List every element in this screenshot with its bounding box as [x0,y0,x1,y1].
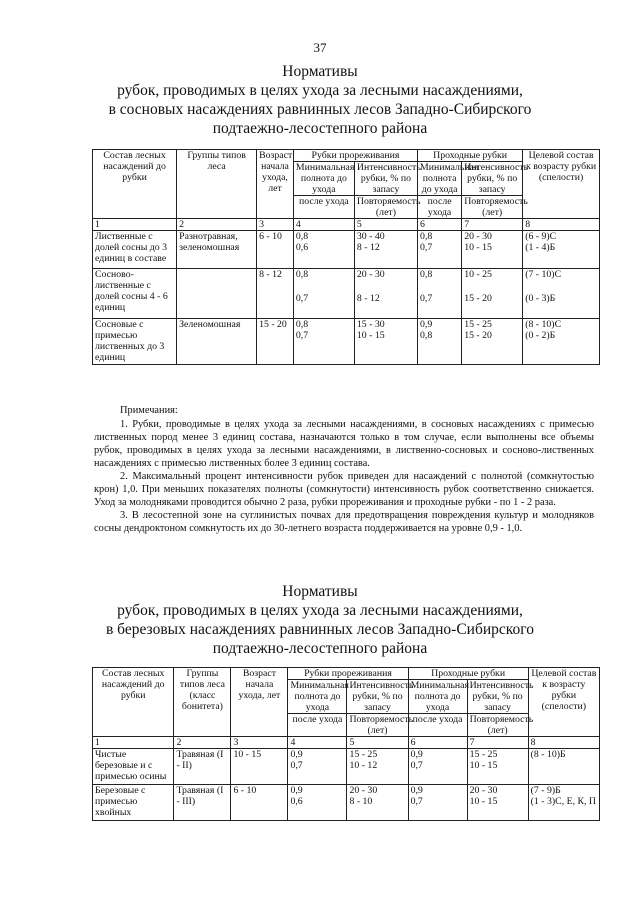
section1-title [60,62,580,138]
value: 0,7 [290,760,303,771]
header-forest-type: Группы типов леса [177,150,257,219]
note-item: 2. Максимальный процент интенсивности рубок приведен для насаждений с полнотой (сомкнутостью крон) 1,0. При меньших показателях полноты (сомкнутости) интенсивность рубок соответственно снижается. Уход за молодняками проводится обычно 2 раза, рубки прореживания и проходные рубки - по 1 - 2 раза. [94,471,594,508]
cell-target [528,785,599,821]
header-after: после ухода [288,714,347,737]
cell-age: 10 - 15 [231,749,288,785]
col-number: 5 [347,737,408,749]
header-target: Целевой состав к возрасту рубки (спелости) [523,150,600,219]
cell-forest-type: Травяная (I - III) [174,785,231,821]
col-number: 8 [523,219,600,231]
title-line: подтаежно-лесостепного района [212,120,428,137]
header-target: Целевой состав к возрасту рубки (спелости) [528,668,599,737]
value: (8 - 10)С [525,319,562,330]
value: 0,6 [295,242,309,253]
cell-thin-min [293,269,354,319]
value: 0,8 [420,231,433,242]
col-number: 2 [174,737,231,749]
value: 20 - 30 [349,785,378,796]
value: 0,9 [410,785,423,796]
header-forest-type: Группы типов леса (класс бонитета) [174,668,231,737]
value: 30 - 40 [356,231,385,242]
cell-thin-int [347,749,408,785]
title-line: в березовых насаждениях равнинных лесов Западно-Сибирского [105,621,534,638]
value: 0,7 [295,330,309,341]
header-min-density: Минимальная полнота до ухода [418,162,462,196]
cell-age: 6 - 10 [257,231,294,269]
value: 0,7 [420,293,433,304]
table-row [93,749,600,785]
value: 15 - 25 [464,319,492,330]
header-after: после ухода [293,196,354,219]
cell-composition: Сосновые с примесью лиственных до 3 единиц [93,319,177,365]
cell-composition: Сосново-лиственные с долей сосны 4 - 6 единиц [93,269,177,319]
cell-composition: Березовые с примесью хвойных [93,785,174,821]
value: 20 - 30 [464,231,492,242]
col-number: 4 [288,737,347,749]
col-number: 1 [93,219,177,231]
col-number: 6 [408,737,467,749]
value: 0,8 [420,330,433,341]
value: 0,7 [295,293,309,304]
cell-forest-type: Разнотравная, зеленомошная [177,231,257,269]
notes-header: Примечания: [120,405,178,416]
cell-thin-int [354,269,417,319]
header-repeat: Повторяемость (лет) [347,714,408,737]
value: 8 - 10 [349,796,373,807]
value: 0,6 [290,796,303,807]
col-number: 6 [418,219,462,231]
value: 0,9 [290,749,303,760]
cell-pass-min [418,269,462,319]
header-composition: Состав лесных насаждений до рубки [93,668,174,737]
title-line: Нормативы [282,63,358,80]
value: (1 - 3)С, Е, К, П [530,796,596,807]
header-intensity: Интенсивность рубки, % по запасу [354,162,417,196]
cell-target [523,269,600,319]
cell-forest-type: Зеленомошная [177,319,257,365]
header-repeat: Повторяемость (лет) [354,196,417,219]
header-min-density: Минимальная полнота до ухода [408,680,467,714]
cell-forest-type: Травяная (I - II) [174,749,231,785]
header-age: Возраст начала ухода, лет [231,668,288,737]
cell-age: 6 - 10 [231,785,288,821]
value: 15 - 20 [464,293,492,304]
cell-composition: Чистые березовые и с примесью осины [93,749,174,785]
col-number: 3 [257,219,294,231]
table-row [93,319,600,365]
cell-target [528,749,599,785]
title-line: рубок, проводимых в целях ухода за лесными насаждениями, [117,82,523,99]
value: 10 - 15 [356,330,385,341]
table-row [93,269,600,319]
value: 0,8 [420,269,433,280]
value: 15 - 20 [464,330,492,341]
header-repeat: Повторяемость (лет) [467,714,528,737]
cell-thin-min [288,749,347,785]
value: (7 - 9)Б [530,785,561,796]
birch-norms-table [92,667,600,821]
cell-thin-min [293,231,354,269]
cell-target [523,319,600,365]
value: 0,8 [295,231,309,242]
col-number: 1 [93,737,174,749]
value: 20 - 30 [469,785,498,796]
cell-age: 8 - 12 [257,269,294,319]
cell-pass-int [462,269,523,319]
table-row [93,785,600,821]
pine-norms-table [92,149,600,365]
value: (7 - 10)С [525,269,562,280]
value: 0,8 [295,269,309,280]
cell-pass-min [418,319,462,365]
header-composition: Состав лесных насаждений до рубки [93,150,177,219]
title-line: подтаежно-лесостепного района [212,640,428,657]
header-thinning: Рубки прореживания [288,668,408,680]
header-age: Возраст начала ухода, лет [257,150,294,219]
header-intensity: Интенсивность рубки, % по запасу [462,162,523,196]
header-min-density: Минимальная полнота до ухода [293,162,354,196]
value: 0,8 [295,319,309,330]
header-thinning: Рубки прореживания [293,150,417,162]
col-number: 7 [467,737,528,749]
value: 15 - 25 [469,749,498,760]
cell-pass-int [462,319,523,365]
value: (0 - 3)Б [525,293,556,304]
value: 0,9 [290,785,303,796]
header-intensity: Интенсивность рубки, % по запасу [467,680,528,714]
value: 0,9 [410,749,423,760]
cell-forest-type [177,269,257,319]
header-passing: Проходные рубки [418,150,523,162]
title-line: Нормативы [282,583,358,600]
cell-target [523,231,600,269]
cell-pass-min [408,749,467,785]
value: 10 - 15 [469,760,498,771]
note-item: 1. Рубки, проводимые в целях ухода за лесными насаждениями, в сосновых насаждениях с примесью лиственных пород менее 3 единиц состава, назначаются только в том случае, если выполнены все объемы рубок, проводимых в целях ухода за лесными насаждениями, в лиственно-сосновых и сосново-лиственных насаждениях с примесью лиственных более 3 единиц состава. [94,419,594,469]
cell-thin-int [354,231,417,269]
value: 0,9 [420,319,433,330]
value: 15 - 30 [356,319,385,330]
table-row [93,231,600,269]
value: 10 - 15 [469,796,498,807]
header-passing: Проходные рубки [408,668,528,680]
cell-thin-int [354,319,417,365]
value: 8 - 12 [356,293,380,304]
section2-title [60,582,580,658]
notes-block [94,404,594,535]
col-number: 2 [177,219,257,231]
cell-thin-min [293,319,354,365]
value: 0,7 [420,242,433,253]
title-line: в сосновых насаждениях равнинных лесов Западно-Сибирского [108,101,532,118]
value: 20 - 30 [356,269,385,280]
col-number: 8 [528,737,599,749]
cell-thin-min [288,785,347,821]
value: 10 - 15 [464,242,492,253]
value: (1 - 4)Б [525,242,556,253]
cell-pass-int [467,749,528,785]
note-item: 3. В лесостепной зоне на суглинистых почвах для предотвращения повреждения культур и молодняков сосны дендроктоном сомкнутость их до 30-летнего возраста поддерживается на уровне 0,9 - 1,0. [94,510,594,534]
cell-pass-min [418,231,462,269]
header-intensity: Интенсивность рубки, % по запасу [347,680,408,714]
value: (0 - 2)Б [525,330,556,341]
value: 0,7 [410,796,423,807]
value: 15 - 25 [349,749,378,760]
cell-age: 15 - 20 [257,319,294,365]
value: 10 - 25 [464,269,492,280]
value: 0,7 [410,760,423,771]
col-number: 5 [354,219,417,231]
value: (8 - 10)Б [530,749,566,760]
col-number: 7 [462,219,523,231]
cell-composition: Лиственные с долей сосны до 3 единиц в составе [93,231,177,269]
col-number: 4 [293,219,354,231]
header-after: после ухода [408,714,467,737]
cell-pass-int [467,785,528,821]
value: 10 - 12 [349,760,378,771]
cell-pass-min [408,785,467,821]
header-after: после ухода [418,196,462,219]
cell-thin-int [347,785,408,821]
value: 8 - 12 [356,242,380,253]
header-min-density: Минимальная полнота до ухода [288,680,347,714]
cell-pass-int [462,231,523,269]
page-number: 37 [313,40,327,55]
col-number: 3 [231,737,288,749]
value: (6 - 9)С [525,231,557,242]
title-line: рубок, проводимых в целях ухода за лесными насаждениями, [117,602,523,619]
header-repeat: Повторяемость (лет) [462,196,523,219]
